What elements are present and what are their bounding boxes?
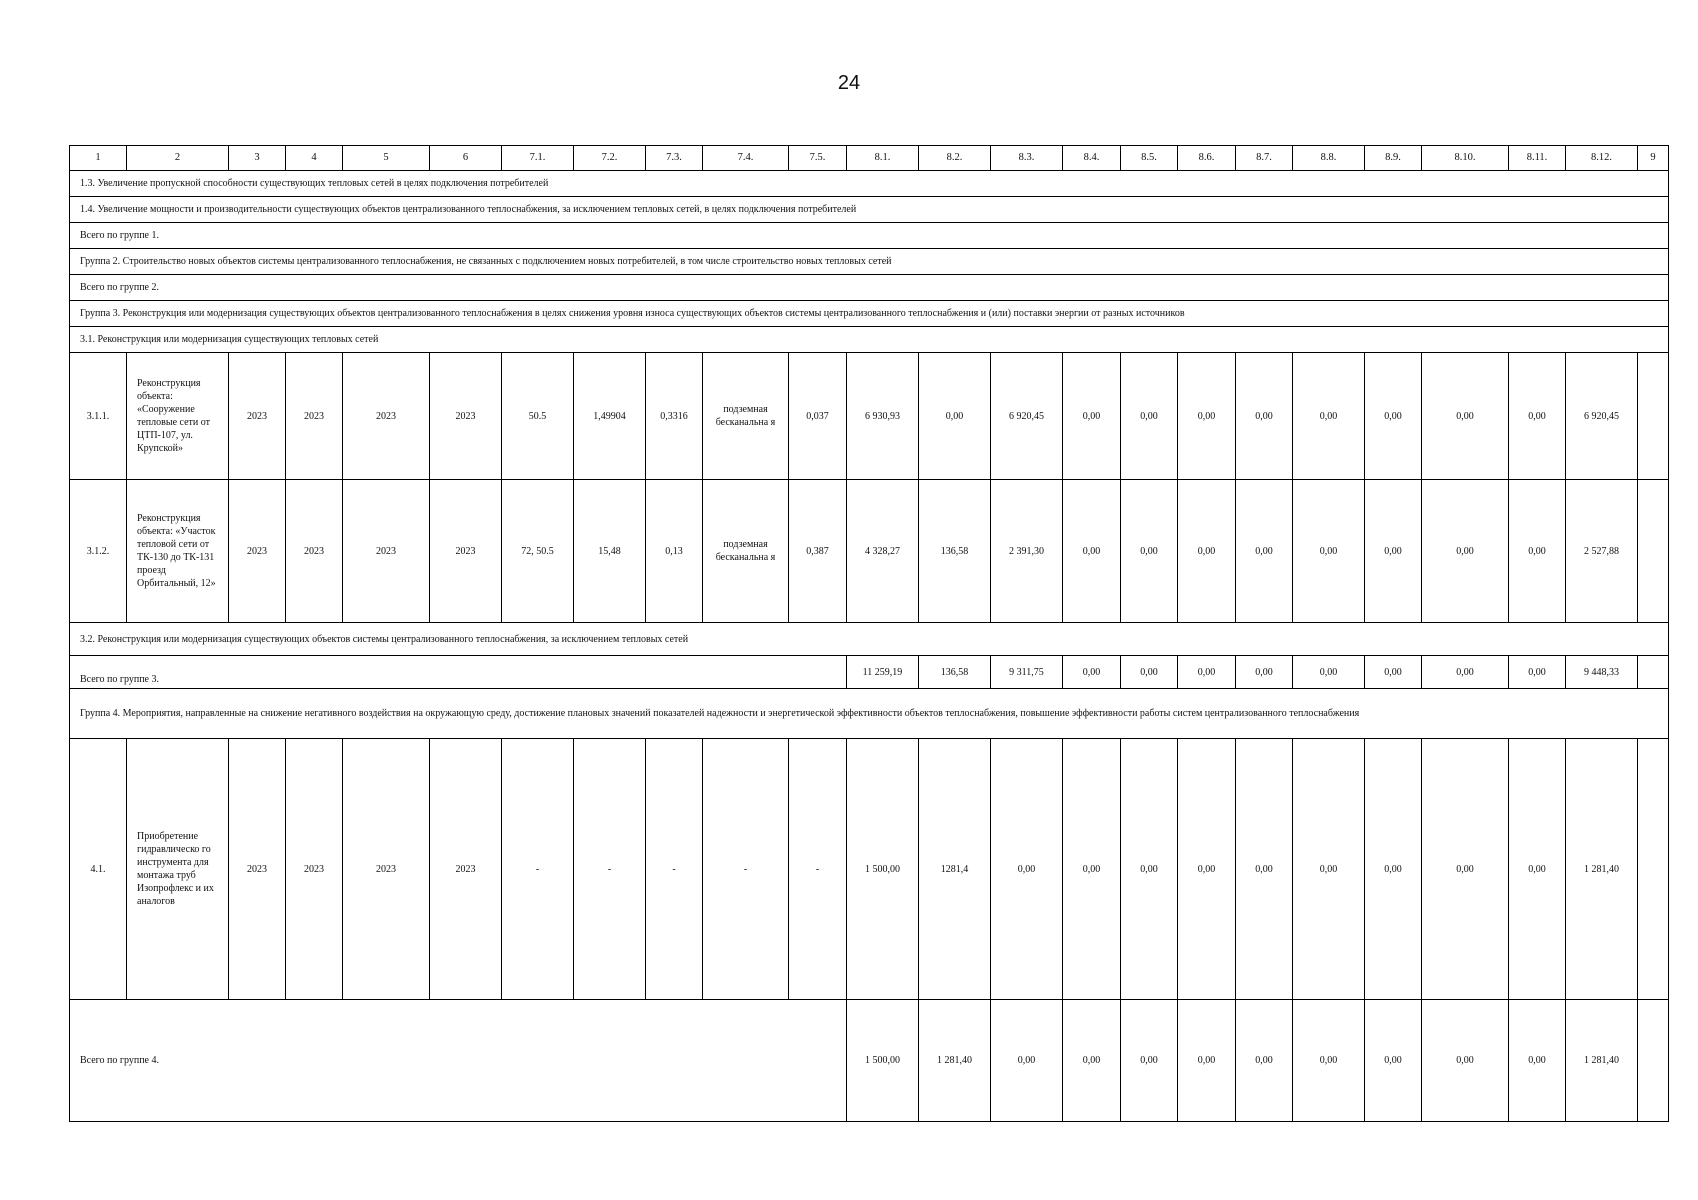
table-cell: 0,00 [1293, 353, 1365, 480]
table-row [70, 353, 1669, 480]
table-cell: 1,49904 [574, 353, 646, 480]
group-3-title: Группа 3. Реконструкция или модернизация существующих объектов централизованного теплоснабжения в целях снижения уровня износа существующих объектов системы централизованного теплоснабжения и (или) поставки энергии от разных источников [70, 301, 1669, 327]
table-cell: 72, 50.5 [502, 480, 574, 623]
total-row [70, 656, 1669, 689]
column-number: 8.4. [1063, 146, 1121, 171]
total-row [70, 1000, 1669, 1122]
row-name: Реконструкция объекта: «Участок тепловой сети от ТК-130 до ТК-131 проезд Орбитальный, 12» [127, 480, 229, 623]
total-value: 0,00 [1365, 656, 1422, 689]
table-cell: 0,00 [1236, 353, 1293, 480]
table-cell: 2023 [286, 353, 343, 480]
table-cell: 2023 [343, 353, 430, 480]
table-cell: подземная бесканальна я [703, 353, 789, 480]
table-cell: 1 500,00 [847, 739, 919, 1000]
table-cell: 2023 [343, 480, 430, 623]
table-cell: 6 930,93 [847, 353, 919, 480]
column-number: 8.11. [1509, 146, 1566, 171]
table-cell: 2 391,30 [991, 480, 1063, 623]
total-value: 0,00 [1422, 656, 1509, 689]
section-row [70, 275, 1669, 301]
table-cell: 0,00 [991, 739, 1063, 1000]
table-cell: 0,00 [1178, 353, 1236, 480]
column-number: 8.8. [1293, 146, 1365, 171]
column-number: 8.7. [1236, 146, 1293, 171]
table-cell: 0,00 [1236, 739, 1293, 1000]
group-2-title: Группа 2. Строительство новых объектов системы централизованного теплоснабжения, не связанных с подключением новых потребителей, в том числе строительство новых тепловых сетей [70, 249, 1669, 275]
table-cell: 0,00 [1365, 353, 1422, 480]
total-value: 9 448,33 [1566, 656, 1638, 689]
table-cell: 0,00 [1178, 480, 1236, 623]
row-name: Приобретение гидравлическо го инструмента для монтажа труб Изопрофлекс и их аналогов [127, 739, 229, 1000]
column-number: 8.5. [1121, 146, 1178, 171]
total-value: 0,00 [1293, 656, 1365, 689]
section-1-4: 1.4. Увеличение мощности и производительности существующих объектов централизованного теплоснабжения, за исключением тепловых сетей, в целях подключения потребителей [70, 197, 1669, 223]
table-cell: 0,00 [1293, 480, 1365, 623]
table-cell: 0,00 [1422, 353, 1509, 480]
total-group-2: Всего по группе 2. [70, 275, 1669, 301]
section-row [70, 327, 1669, 353]
total-value: 0,00 [1121, 1000, 1178, 1122]
table-cell: 0,00 [1365, 739, 1422, 1000]
table-row [70, 480, 1669, 623]
total-value: 136,58 [919, 656, 991, 689]
column-number: 7.3. [646, 146, 703, 171]
table-cell: 0,00 [1121, 739, 1178, 1000]
table-cell: 0,00 [1178, 739, 1236, 1000]
table-cell: 6 920,45 [991, 353, 1063, 480]
row-number: 4.1. [70, 739, 127, 1000]
table-cell: 2 527,88 [1566, 480, 1638, 623]
column-number: 8.6. [1178, 146, 1236, 171]
total-value: 0,00 [1365, 1000, 1422, 1122]
table-cell: 50.5 [502, 353, 574, 480]
section-row [70, 171, 1669, 197]
table-cell: 0,00 [919, 353, 991, 480]
total-value: 0,00 [1178, 1000, 1236, 1122]
total-value [1638, 1000, 1669, 1122]
table-cell: 2023 [286, 739, 343, 1000]
column-number: 4 [286, 146, 343, 171]
table-cell: 0,00 [1236, 480, 1293, 623]
row-number: 3.1.1. [70, 353, 127, 480]
table-cell: подземная бесканальна я [703, 480, 789, 623]
section-row [70, 249, 1669, 275]
column-number: 8.1. [847, 146, 919, 171]
page-number: 24 [837, 72, 861, 94]
table-cell: 0,3316 [646, 353, 703, 480]
group-4-title: Группа 4. Мероприятия, направленные на снижение негативного воздействия на окружающую среду, достижение плановых значений показателей надежности и энергетической эффективности объектов теплоснабжения, повышение эффективности работы систем централизованного теплоснабжения [70, 689, 1669, 739]
table-cell: 0,13 [646, 480, 703, 623]
table-cell: - [502, 739, 574, 1000]
total-value: 0,00 [1509, 1000, 1566, 1122]
table-cell: 0,00 [1509, 353, 1566, 480]
table-cell: 2023 [343, 739, 430, 1000]
column-number: 8.12. [1566, 146, 1638, 171]
column-number: 2 [127, 146, 229, 171]
column-number: 6 [430, 146, 502, 171]
total-group-1: Всего по группе 1. [70, 223, 1669, 249]
total-value: 9 311,75 [991, 656, 1063, 689]
table-cell [1638, 353, 1669, 480]
total-value: 0,00 [991, 1000, 1063, 1122]
column-number: 8.3. [991, 146, 1063, 171]
table-cell: 2023 [229, 739, 286, 1000]
table-row [70, 739, 1669, 1000]
table-cell: 0,00 [1293, 739, 1365, 1000]
column-number: 8.2. [919, 146, 991, 171]
table-cell: - [574, 739, 646, 1000]
table-cell: 0,00 [1063, 739, 1121, 1000]
section-row [70, 223, 1669, 249]
column-number: 7.4. [703, 146, 789, 171]
column-number: 7.2. [574, 146, 646, 171]
table-cell [1638, 739, 1669, 1000]
table-cell: 4 328,27 [847, 480, 919, 623]
row-number: 3.1.2. [70, 480, 127, 623]
table-cell: 2023 [430, 353, 502, 480]
column-number: 7.1. [502, 146, 574, 171]
table-cell: 0,00 [1509, 739, 1566, 1000]
total-value: 0,00 [1509, 656, 1566, 689]
total-value: 0,00 [1293, 1000, 1365, 1122]
table-cell: - [789, 739, 847, 1000]
section-3-1: 3.1. Реконструкция или модернизация существующих тепловых сетей [70, 327, 1669, 353]
table-cell: 0,00 [1365, 480, 1422, 623]
table-cell: 15,48 [574, 480, 646, 623]
column-number: 9 [1638, 146, 1669, 171]
table-cell: 0,037 [789, 353, 847, 480]
table-cell: 0,00 [1422, 739, 1509, 1000]
total-value: 0,00 [1236, 1000, 1293, 1122]
table-cell: 6 920,45 [1566, 353, 1638, 480]
total-value: 0,00 [1063, 656, 1121, 689]
table-cell: 0,00 [1121, 480, 1178, 623]
total-value: 0,00 [1236, 656, 1293, 689]
total-value: 0,00 [1063, 1000, 1121, 1122]
table-cell: 1 281,40 [1566, 739, 1638, 1000]
table-cell: 2023 [286, 480, 343, 623]
column-number: 7.5. [789, 146, 847, 171]
total-label: Всего по группе 3. [70, 656, 847, 689]
section-row [70, 197, 1669, 223]
row-name: Реконструкция объекта: «Сооружение тепловые сети от ЦТП-107, ул. Крупской» [127, 353, 229, 480]
section-row [70, 689, 1669, 739]
table-cell: 0,00 [1121, 353, 1178, 480]
column-number: 1 [70, 146, 127, 171]
table-cell: 2023 [229, 480, 286, 623]
section-row [70, 623, 1669, 656]
column-number: 5 [343, 146, 430, 171]
table-cell: 2023 [430, 480, 502, 623]
column-number: 8.9. [1365, 146, 1422, 171]
total-value: 0,00 [1178, 656, 1236, 689]
column-number: 3 [229, 146, 286, 171]
total-value: 0,00 [1422, 1000, 1509, 1122]
table-cell: 0,00 [1509, 480, 1566, 623]
table-cell: 2023 [229, 353, 286, 480]
table-cell: 2023 [430, 739, 502, 1000]
column-number-row [70, 146, 1669, 171]
table-cell: - [703, 739, 789, 1000]
section-1-3: 1.3. Увеличение пропускной способности существующих тепловых сетей в целях подключения потребителей [70, 171, 1669, 197]
total-value: 1 281,40 [1566, 1000, 1638, 1122]
table-cell: - [646, 739, 703, 1000]
total-value: 11 259,19 [847, 656, 919, 689]
table-cell: 1281,4 [919, 739, 991, 1000]
table-cell: 0,387 [789, 480, 847, 623]
section-3-2: 3.2. Реконструкция или модернизация существующих объектов системы централизованного теплоснабжения, за исключением тепловых сетей [70, 623, 1669, 656]
total-value: 0,00 [1121, 656, 1178, 689]
total-value: 1 281,40 [919, 1000, 991, 1122]
total-value: 1 500,00 [847, 1000, 919, 1122]
table-cell: 0,00 [1063, 480, 1121, 623]
table-cell: 136,58 [919, 480, 991, 623]
column-number: 8.10. [1422, 146, 1509, 171]
table-cell: 0,00 [1063, 353, 1121, 480]
total-label: Всего по группе 4. [70, 1000, 847, 1122]
total-value [1638, 656, 1669, 689]
table-cell: 0,00 [1422, 480, 1509, 623]
table-cell [1638, 480, 1669, 623]
section-row [70, 301, 1669, 327]
investment-program-table [69, 145, 1669, 1122]
